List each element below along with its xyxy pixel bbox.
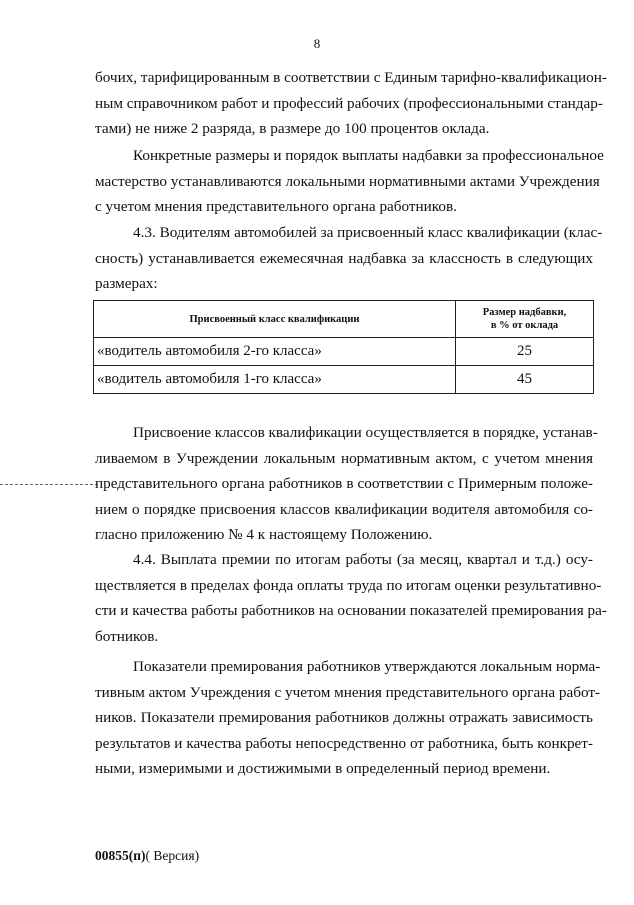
document-footer bbox=[95, 848, 199, 864]
text-line: бочих, тарифицированным в соответствии с Единым тарифно-квалификацион- bbox=[95, 69, 607, 86]
text-line: размерах: bbox=[95, 275, 158, 292]
paragraph-4-3-drivers bbox=[95, 220, 603, 297]
header-allowance-size bbox=[456, 301, 594, 338]
document-version: ( Версия) bbox=[145, 848, 200, 863]
text-line: сти и качества работы работников на основании показателей премирования ра- bbox=[95, 602, 607, 619]
text-line: 4.3. Водителям автомобилей за присвоенный класс квалификации (клас- bbox=[133, 224, 603, 241]
table-row bbox=[94, 366, 594, 394]
text-line: Конкретные размеры и порядок выплаты надбавки за профессиональное bbox=[133, 147, 604, 164]
paragraph-bonus-indicators bbox=[95, 654, 601, 782]
qualification-name-cell: «водитель автомобиля 1-го класса» bbox=[94, 366, 456, 394]
text-line: ным справочником работ и профессий рабочих (профессиональными стандар- bbox=[95, 94, 603, 112]
text-line: ными, измеримыми и достижимыми в определенный период времени. bbox=[95, 760, 551, 777]
text-line: мастерство устанавливаются локальными нормативными актами Учреждения bbox=[95, 172, 600, 190]
text-line: с учетом мнения представительного органа работников. bbox=[95, 198, 457, 215]
header-allowance-line1: Размер надбавки, bbox=[482, 307, 567, 318]
text-line: ществляется в пределах фонда оплаты труда по итогам оценки результативно- bbox=[95, 576, 602, 594]
text-line: сность) устанавливается ежемесячная надбавка за классность в следующих bbox=[95, 249, 593, 267]
qualification-name-cell: «водитель автомобиля 2-го класса» bbox=[94, 338, 456, 366]
text-line: тами) не ниже 2 разряда, в размере до 100 процентов оклада. bbox=[95, 120, 490, 137]
paragraph-skilled-workers bbox=[95, 65, 607, 142]
text-line: представительного органа работников в соответствии с Примерным положе- bbox=[95, 475, 593, 492]
header-qualification-class: Присвоенный класс квалификации bbox=[94, 301, 456, 338]
paragraph-4-4-bonus bbox=[95, 547, 607, 649]
margin-dash-mark bbox=[0, 484, 98, 485]
text-line: гласно приложению № 4 к настоящему Положению. bbox=[95, 526, 433, 543]
qualification-allowance-table bbox=[93, 300, 594, 394]
allowance-value-cell: 25 bbox=[456, 338, 594, 366]
document-code: 00855(п) bbox=[95, 848, 146, 863]
paragraph-mastery-allowance bbox=[95, 143, 604, 220]
text-line: ников. Показатели премирования работников должны отражать зависимость bbox=[95, 709, 593, 726]
table-row bbox=[94, 338, 594, 366]
header-allowance-line2: в % от оклада bbox=[490, 320, 559, 331]
text-line: Показатели премирования работников утверждаются локальным норма- bbox=[133, 658, 601, 675]
text-line: ливаемом в Учреждении локальным нормативным актом, с учетом мнения bbox=[95, 449, 593, 467]
text-line: Присвоение классов квалификации осуществляется в порядке, устанав- bbox=[133, 424, 598, 441]
allowance-value-cell: 45 bbox=[456, 366, 594, 394]
page-number: 8 bbox=[313, 36, 321, 51]
text-line: результатов и качества работы непосредственно от работника, быть конкрет- bbox=[95, 734, 593, 752]
paragraph-class-assignment bbox=[95, 420, 598, 548]
text-line: 4.4. Выплата премии по итогам работы (за месяц, квартал и т.д.) осу- bbox=[133, 551, 593, 568]
table-header-row bbox=[94, 301, 594, 338]
text-line: тивным актом Учреждения с учетом мнения представительного органа работ- bbox=[95, 683, 601, 701]
text-line: нием о порядке присвоения классов квалификации водителя автомобиля со- bbox=[95, 500, 593, 518]
text-line: ботников. bbox=[95, 627, 159, 645]
